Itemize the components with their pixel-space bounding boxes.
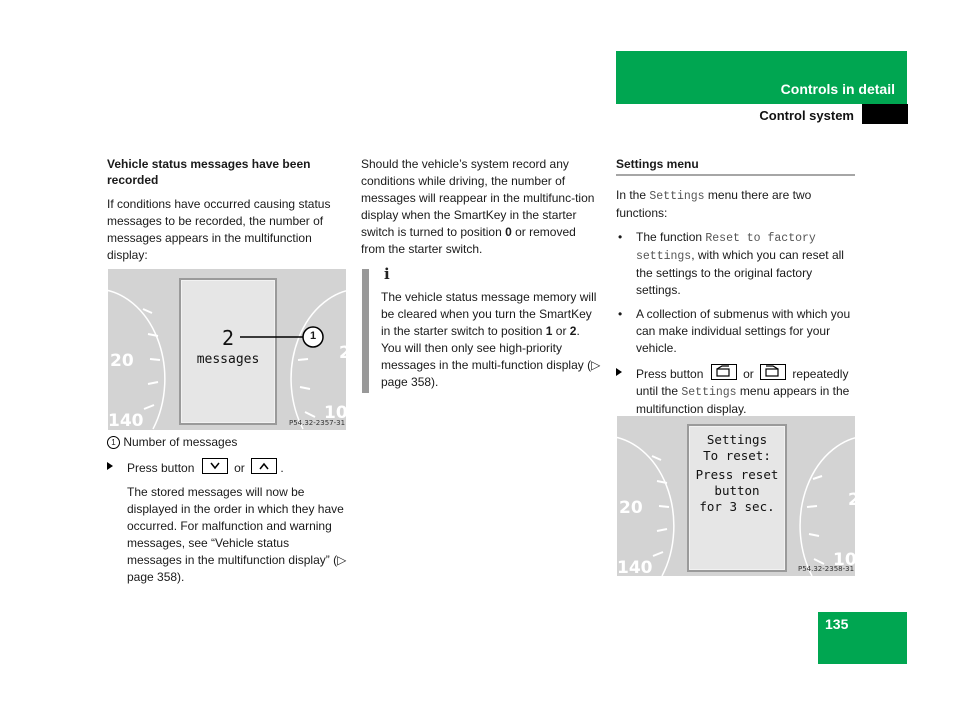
info-note xyxy=(381,289,601,391)
speed-20-label: 20 xyxy=(110,351,134,371)
subsection-title: Control system xyxy=(759,108,854,123)
bullet-dot: • xyxy=(618,307,623,321)
legend-number: 1 xyxy=(107,436,120,449)
right-10-label: 10 xyxy=(324,403,348,423)
step-or: or xyxy=(234,461,245,475)
step-press-button xyxy=(107,458,347,477)
message-count: 2 xyxy=(221,326,235,350)
right-10-label: 10 xyxy=(833,550,857,570)
lcd-line-5: for 3 sec. xyxy=(699,499,775,514)
figure-ref: P54.32-2358-31 xyxy=(798,565,855,573)
col1-intro: If conditions have occurred causing status messages to be recorded, the number of messages appears in the multifunction display: xyxy=(107,197,331,262)
lcd-line-1: Settings xyxy=(706,432,768,447)
column-3-body xyxy=(616,187,856,418)
bullet-reset: • The function Reset to factory settings, with which you can reset all the settings to the original factory settings. xyxy=(618,230,844,297)
heading-rule xyxy=(616,174,855,176)
step-settings: Press button or repeatedly until the Settings menu appears in the multifunction display. xyxy=(616,364,856,418)
display-back-button-icon xyxy=(711,364,737,380)
settings-display xyxy=(687,424,787,572)
page-number-tab xyxy=(818,612,907,664)
step-prefix: Press button xyxy=(127,461,195,475)
right-2-label: 2 xyxy=(339,343,351,363)
column-1 xyxy=(107,156,347,264)
lcd-line-3: Press reset xyxy=(695,467,779,482)
column-2 xyxy=(361,156,601,258)
column-1-lower xyxy=(107,434,347,586)
arrow-up-button-icon xyxy=(251,458,277,474)
heading-vehicle-status: Vehicle status messages have been recorded xyxy=(107,157,311,187)
bullet-submenus: • A collection of submenus with which you can make individual settings for your vehicle. xyxy=(618,307,851,355)
section-title: Controls in detail xyxy=(780,81,895,97)
figure-settings-display xyxy=(617,416,860,578)
settings-intro: In the Settings menu there are two functions: xyxy=(616,188,812,220)
figure-messages-display xyxy=(108,269,351,431)
page-number: 135 xyxy=(825,616,849,632)
callout-line xyxy=(108,269,346,430)
legend-item xyxy=(107,434,347,451)
step-arrow-icon xyxy=(616,368,622,376)
step-suffix: . xyxy=(280,461,284,475)
section-header-tab xyxy=(616,51,907,104)
speed-140-label: 140 xyxy=(108,411,144,431)
bullet-dot: • xyxy=(618,230,623,244)
step-result: The stored messages will now be displayed in the order in which they have occurred. For malfunction and warning messages, see “Vehicle status messages in the multifunction display” (▷ page 358). xyxy=(127,485,347,584)
speed-20-label: 20 xyxy=(619,498,643,518)
subsection-black-tab xyxy=(862,104,908,124)
lcd-line-4: button xyxy=(714,483,760,498)
heading-settings-menu: Settings menu xyxy=(616,157,699,171)
figure-ref: P54.32-2357-31 xyxy=(289,419,346,427)
arrow-down-button-icon xyxy=(202,458,228,474)
right-2-label: 2 xyxy=(848,490,860,510)
column-3 xyxy=(616,156,856,172)
info-icon: i xyxy=(384,265,390,283)
step-arrow-icon xyxy=(107,462,113,470)
info-sidebar xyxy=(362,269,369,393)
messages-label: messages xyxy=(196,352,260,367)
info-text: The vehicle status message memory will be cleared when you turn the SmartKey in the starter switch to position 1 or 2. You will then only see high-priority messages in the multi-function display (▷ page 358). xyxy=(381,290,601,389)
col2-paragraph: Should the vehicle’s system record any conditions while driving, the number of messages will reappear in the multifunc-tion display when the SmartKey in the starter switch is turned to position 0 or removed from the starter switch. xyxy=(361,157,595,256)
legend-text: Number of messages xyxy=(123,435,238,449)
speed-140-label: 140 xyxy=(617,558,653,578)
display-forward-button-icon xyxy=(760,364,786,380)
lcd-line-2: To reset: xyxy=(703,448,771,463)
callout-1: 1 xyxy=(309,330,317,342)
